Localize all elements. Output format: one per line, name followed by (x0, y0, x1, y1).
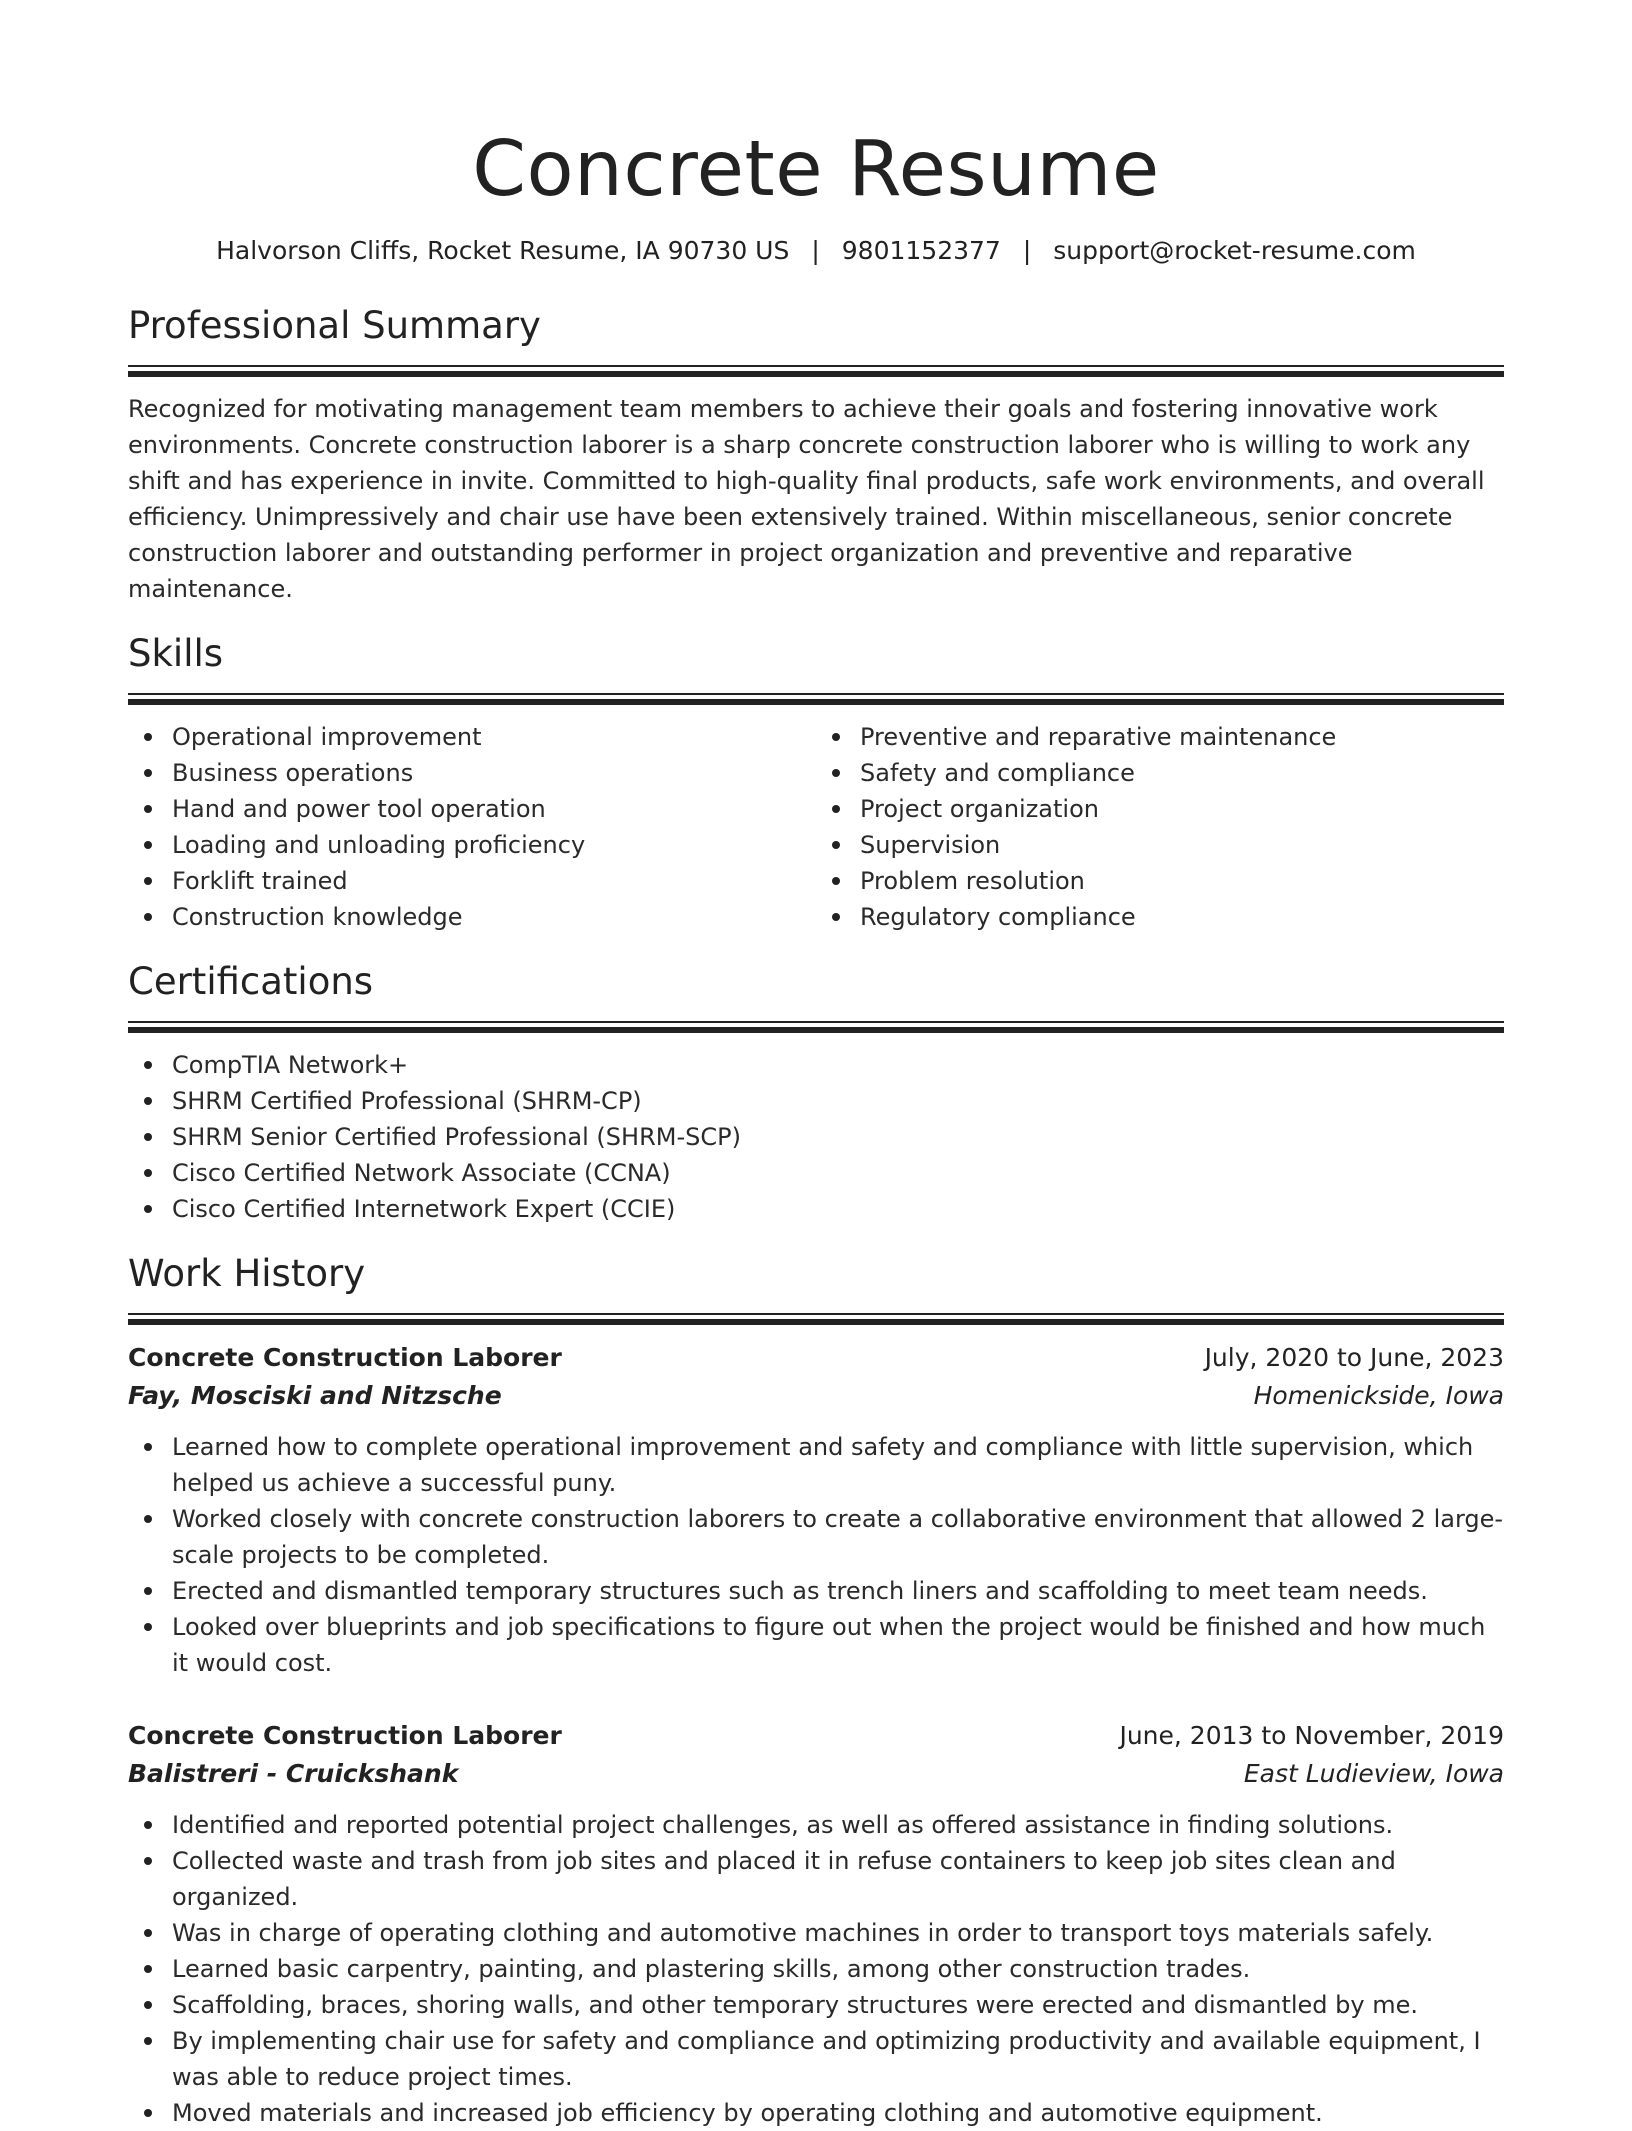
job-subheader (128, 1377, 1504, 1415)
job-bullet: By implementing chair use for safety and compliance and optimizing productivity and available equipment, I was able to reduce project times. (172, 2023, 1504, 2095)
certifications-list (128, 1047, 1504, 1227)
skills-columns (128, 719, 1504, 935)
skill-item: Business operations (172, 755, 816, 791)
job-location: East Ludieview, Iowa (1243, 1759, 1504, 1788)
skills-column-right (816, 719, 1504, 935)
work-history-section (128, 1249, 1504, 2131)
summary-heading: Professional Summary (128, 304, 541, 347)
job-header (128, 1717, 1504, 1755)
job-company: Balistreri - Cruickshank (128, 1759, 459, 1788)
job-bullet: Scaffolding, braces, shoring walls, and other temporary structures were erected and dismantled by me. (172, 1987, 1504, 2023)
section-divider (128, 693, 1504, 705)
skill-item: Preventive and reparative maintenance (860, 719, 1504, 755)
job-entry (128, 1717, 1504, 2131)
skill-item: Supervision (860, 827, 1504, 863)
job-bullet: Learned how to complete operational improvement and safety and compliance with little supervision, which helped us achieve a successful puny. (172, 1429, 1504, 1501)
skill-item: Problem resolution (860, 863, 1504, 899)
job-bullet: Learned basic carpentry, painting, and plastering skills, among other construction trades. (172, 1951, 1504, 1987)
job-header (128, 1339, 1504, 1377)
certification-item: SHRM Senior Certified Professional (SHRM-SCP) (172, 1119, 1504, 1155)
section-divider (128, 1313, 1504, 1325)
job-bullet: Looked over blueprints and job specifications to figure out when the project would be finished and how much it would cost. (172, 1609, 1504, 1681)
skill-item: Construction knowledge (172, 899, 816, 935)
skills-section (128, 629, 1504, 935)
skill-item: Hand and power tool operation (172, 791, 816, 827)
job-company: Fay, Mosciski and Nitzsche (128, 1381, 502, 1410)
skill-item: Safety and compliance (860, 755, 1504, 791)
job-title: Concrete Construction Laborer (128, 1343, 562, 1372)
skills-heading: Skills (128, 632, 224, 675)
certification-item: Cisco Certified Internetwork Expert (CCIE) (172, 1191, 1504, 1227)
job-dates: June, 2013 to November, 2019 (1119, 1721, 1504, 1750)
job-dates: July, 2020 to June, 2023 (1204, 1343, 1504, 1372)
contact-separator: | (811, 236, 820, 265)
skills-list-right (816, 719, 1504, 935)
job-bullet: Worked closely with concrete construction laborers to create a collaborative environment that allowed 2 large-scale projects to be completed. (172, 1501, 1504, 1573)
certification-item: SHRM Certified Professional (SHRM-CP) (172, 1083, 1504, 1119)
work-history-heading: Work History (128, 1252, 366, 1295)
summary-section (128, 301, 1504, 607)
section-divider (128, 365, 1504, 377)
skill-item: Project organization (860, 791, 1504, 827)
certifications-section (128, 957, 1504, 1227)
job-bullet: Moved materials and increased job efficiency by operating clothing and automotive equipment. (172, 2095, 1504, 2131)
job-bullet: Was in charge of operating clothing and automotive machines in order to transport toys materials safely. (172, 1915, 1504, 1951)
job-location: Homenickside, Iowa (1253, 1381, 1504, 1410)
skill-item: Regulatory compliance (860, 899, 1504, 935)
contact-email: support@rocket-resume.com (1053, 236, 1416, 265)
job-title: Concrete Construction Laborer (128, 1721, 562, 1750)
contact-separator: | (1022, 236, 1032, 265)
job-bullets (128, 1807, 1504, 2131)
skills-list-left (128, 719, 816, 935)
certification-item: Cisco Certified Network Associate (CCNA) (172, 1155, 1504, 1191)
job-bullet: Erected and dismantled temporary structures such as trench liners and scaffolding to meet team needs. (172, 1573, 1504, 1609)
job-bullets (128, 1429, 1504, 1681)
job-bullet: Identified and reported potential project challenges, as well as offered assistance in finding solutions. (172, 1807, 1504, 1843)
resume-name: Concrete Resume (472, 125, 1160, 214)
job-entry (128, 1339, 1504, 1681)
summary-text: Recognized for motivating management team members to achieve their goals and fostering innovative work environments. Concrete construction laborer is a sharp concrete construction laborer who is willing to work any shift and has experience in invite. Committed to high-quality final products, safe work environments, and overall efficiency. Unimpressively and chair use have been extensively trained. Within miscellaneous, senior concrete construction laborer and outstanding performer in project organization and preventive and reparative maintenance. (128, 395, 1485, 603)
contact-address: Halvorson Cliffs, Rocket Resume, IA 90730 US (216, 236, 790, 265)
job-bullet: Collected waste and trash from job sites and placed it in refuse containers to keep job sites clean and organized. (172, 1843, 1504, 1915)
certification-item: CompTIA Network+ (172, 1047, 1504, 1083)
certifications-heading: Certifications (128, 960, 374, 1003)
skill-item: Operational improvement (172, 719, 816, 755)
skills-column-left (128, 719, 816, 935)
contact-phone: 9801152377 (841, 236, 1001, 265)
skill-item: Loading and unloading proficiency (172, 827, 816, 863)
job-subheader (128, 1755, 1504, 1793)
section-divider (128, 1021, 1504, 1033)
skill-item: Forklift trained (172, 863, 816, 899)
contact-line (128, 233, 1504, 269)
